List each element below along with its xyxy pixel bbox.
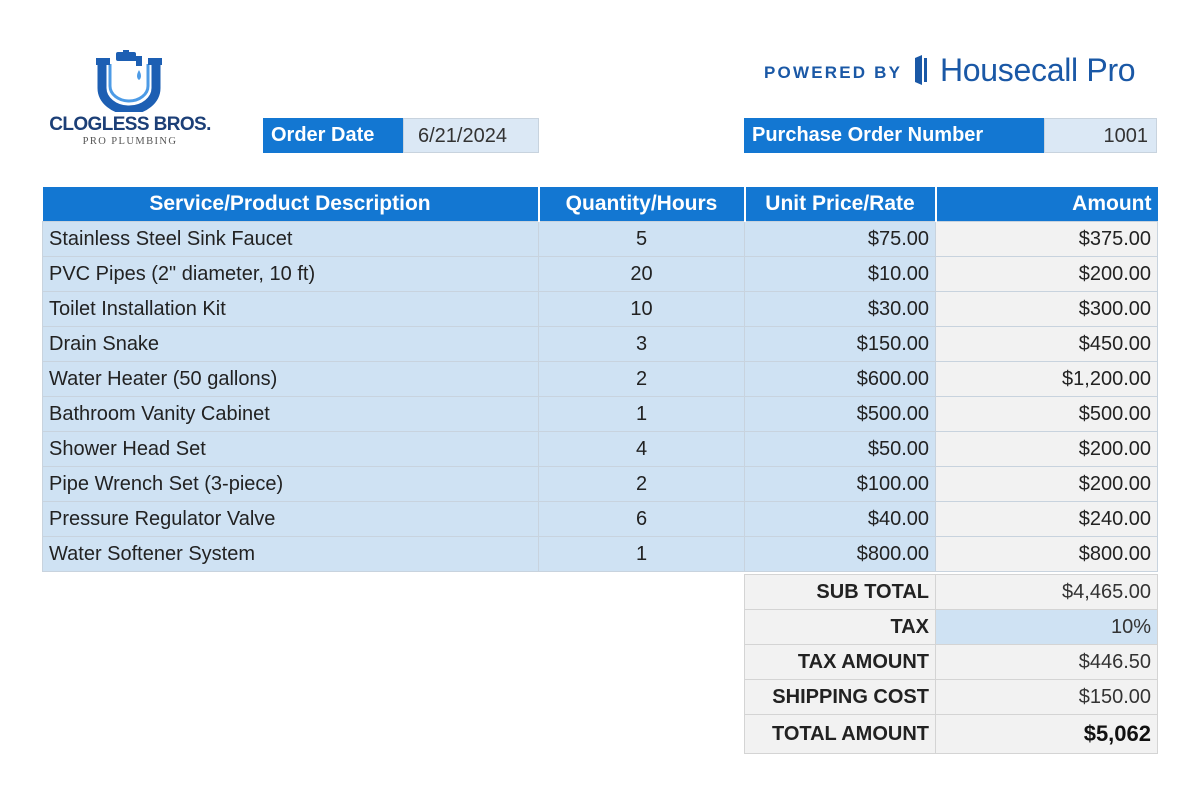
faucet-drop-pipe-icon bbox=[96, 50, 162, 112]
row-quantity[interactable]: 2 bbox=[539, 362, 745, 397]
powered-by-label: POWERED BY bbox=[764, 63, 903, 82]
row-quantity[interactable]: 10 bbox=[539, 292, 745, 327]
row-unit-price[interactable]: $600.00 bbox=[745, 362, 936, 397]
order-date-value[interactable]: 6/21/2024 bbox=[403, 118, 539, 153]
row-unit-price[interactable]: $30.00 bbox=[745, 292, 936, 327]
table-row bbox=[43, 362, 1158, 397]
table-row bbox=[43, 432, 1158, 467]
subtotal-value: $4,465.00 bbox=[936, 575, 1158, 610]
row-amount: $375.00 bbox=[936, 222, 1158, 257]
header-description: Service/Product Description bbox=[43, 187, 539, 222]
row-unit-price[interactable]: $150.00 bbox=[745, 327, 936, 362]
row-description[interactable]: Stainless Steel Sink Faucet bbox=[43, 222, 539, 257]
row-description[interactable]: Water Heater (50 gallons) bbox=[43, 362, 539, 397]
row-unit-price[interactable]: $800.00 bbox=[745, 537, 936, 572]
row-quantity[interactable]: 1 bbox=[539, 397, 745, 432]
row-amount: $200.00 bbox=[936, 257, 1158, 292]
tax-amount-row bbox=[745, 645, 1158, 680]
row-quantity[interactable]: 5 bbox=[539, 222, 745, 257]
header-unit-price: Unit Price/Rate bbox=[745, 187, 936, 222]
row-amount: $200.00 bbox=[936, 467, 1158, 502]
row-unit-price[interactable]: $75.00 bbox=[745, 222, 936, 257]
row-description[interactable]: Bathroom Vanity Cabinet bbox=[43, 397, 539, 432]
row-amount: $800.00 bbox=[936, 537, 1158, 572]
row-amount: $200.00 bbox=[936, 432, 1158, 467]
subtotal-label: SUB TOTAL bbox=[745, 575, 936, 610]
company-tagline: PRO PLUMBING bbox=[82, 136, 178, 147]
total-value: $5,062 bbox=[936, 715, 1158, 754]
powered-by bbox=[760, 52, 1160, 92]
row-unit-price[interactable]: $10.00 bbox=[745, 257, 936, 292]
table-row bbox=[43, 467, 1158, 502]
row-quantity[interactable]: 6 bbox=[539, 502, 745, 537]
row-description[interactable]: Shower Head Set bbox=[43, 432, 539, 467]
shipping-label: SHIPPING COST bbox=[745, 680, 936, 715]
table-row bbox=[43, 397, 1158, 432]
header-quantity: Quantity/Hours bbox=[539, 187, 745, 222]
row-amount: $300.00 bbox=[936, 292, 1158, 327]
housecall-door-icon bbox=[911, 54, 933, 86]
total-row bbox=[745, 715, 1158, 754]
tax-rate-value[interactable]: 10% bbox=[936, 610, 1158, 645]
row-quantity[interactable]: 20 bbox=[539, 257, 745, 292]
table-row bbox=[43, 537, 1158, 572]
header-amount: Amount bbox=[936, 187, 1158, 222]
table-row bbox=[43, 257, 1158, 292]
tax-amount-value: $446.50 bbox=[936, 645, 1158, 680]
total-label: TOTAL AMOUNT bbox=[745, 715, 936, 754]
row-unit-price[interactable]: $100.00 bbox=[745, 467, 936, 502]
row-amount: $500.00 bbox=[936, 397, 1158, 432]
row-description[interactable]: Pipe Wrench Set (3-piece) bbox=[43, 467, 539, 502]
row-amount: $1,200.00 bbox=[936, 362, 1158, 397]
row-description[interactable]: Toilet Installation Kit bbox=[43, 292, 539, 327]
row-unit-price[interactable]: $50.00 bbox=[745, 432, 936, 467]
table-header-row bbox=[43, 187, 1158, 222]
row-amount: $240.00 bbox=[936, 502, 1158, 537]
row-quantity[interactable]: 2 bbox=[539, 467, 745, 502]
totals-table bbox=[744, 574, 1158, 754]
row-description[interactable]: PVC Pipes (2" diameter, 10 ft) bbox=[43, 257, 539, 292]
housecall-pro-wordmark: Housecall Pro bbox=[940, 52, 1136, 88]
row-quantity[interactable]: 1 bbox=[539, 537, 745, 572]
row-description[interactable]: Pressure Regulator Valve bbox=[43, 502, 539, 537]
row-quantity[interactable]: 4 bbox=[539, 432, 745, 467]
line-items-table bbox=[42, 187, 1158, 572]
company-logo bbox=[44, 50, 216, 150]
shipping-value[interactable]: $150.00 bbox=[936, 680, 1158, 715]
row-quantity[interactable]: 3 bbox=[539, 327, 745, 362]
row-description[interactable]: Drain Snake bbox=[43, 327, 539, 362]
order-date-label: Order Date bbox=[263, 118, 403, 153]
po-number-value[interactable]: 1001 bbox=[1044, 118, 1157, 153]
row-amount: $450.00 bbox=[936, 327, 1158, 362]
table-row bbox=[43, 502, 1158, 537]
company-name: CLOGLESS BROS. bbox=[49, 114, 211, 135]
row-unit-price[interactable]: $40.00 bbox=[745, 502, 936, 537]
row-unit-price[interactable]: $500.00 bbox=[745, 397, 936, 432]
table-row bbox=[43, 292, 1158, 327]
table-row bbox=[43, 222, 1158, 257]
tax-amount-label: TAX AMOUNT bbox=[745, 645, 936, 680]
tax-label: TAX bbox=[745, 610, 936, 645]
table-row bbox=[43, 327, 1158, 362]
po-number-label: Purchase Order Number bbox=[744, 118, 1044, 153]
tax-row bbox=[745, 610, 1158, 645]
shipping-row bbox=[745, 680, 1158, 715]
subtotal-row bbox=[745, 575, 1158, 610]
row-description[interactable]: Water Softener System bbox=[43, 537, 539, 572]
